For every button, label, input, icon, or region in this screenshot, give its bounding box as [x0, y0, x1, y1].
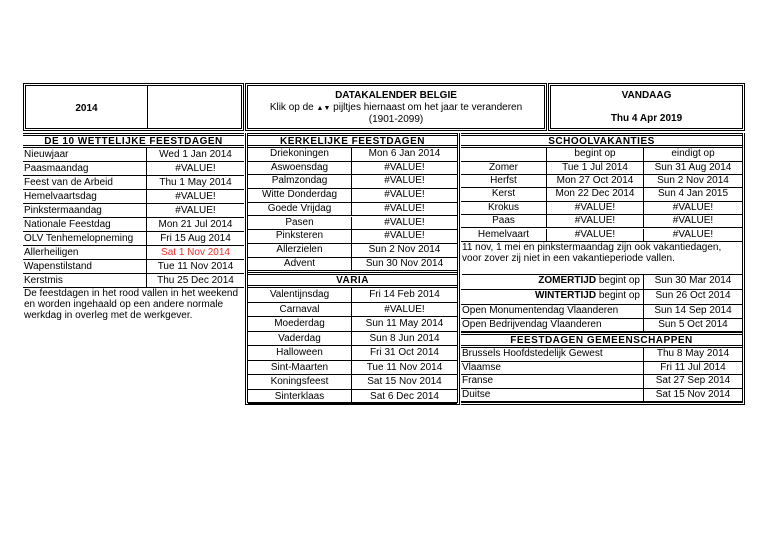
holiday-date: Fri 15 Aug 2014: [160, 233, 231, 244]
church-holiday-date: #VALUE!: [384, 230, 425, 242]
church-holiday-row: [248, 258, 457, 272]
vacation-end: Sun 4 Jan 2015: [657, 188, 729, 200]
vacation-row: [461, 175, 742, 188]
vacation-row: [461, 202, 742, 215]
vacation-row: [461, 229, 742, 242]
vacation-row: [461, 215, 742, 228]
community-date: Sat 15 Nov 2014: [655, 388, 731, 400]
down-arrow-icon[interactable]: ▼: [323, 105, 331, 112]
title-box: [245, 83, 547, 131]
open-day-row: [461, 319, 742, 333]
church-holiday-row: [248, 162, 457, 176]
church-holiday-date: Mon 6 Jan 2014: [368, 148, 441, 159]
holiday-name: Feest van de Arbeid: [23, 176, 147, 189]
legal-holiday-row: [23, 148, 244, 162]
holiday-date: Wed 1 Jan 2014: [159, 149, 232, 160]
church-holiday-row: [248, 230, 457, 244]
church-holiday-name: Goede Vrijdag: [248, 203, 352, 216]
vacation-end: Sun 31 Aug 2014: [654, 161, 732, 173]
vacation-name: Kerst: [461, 188, 547, 200]
varia-name: Vaderdag: [248, 332, 352, 346]
holiday-date: #VALUE!: [175, 163, 216, 174]
varia-date: Sat 15 Nov 2014: [367, 376, 442, 387]
legal-holiday-row: [23, 162, 244, 176]
winter-time-row: WINTERTIJD begint op Sun 26 Oct 2014: [461, 290, 742, 305]
church-holiday-row: [248, 148, 457, 162]
legal-holidays-table: [23, 133, 244, 338]
vacation-name: Hemelvaart: [461, 229, 547, 241]
varia-header: VARIA: [248, 272, 457, 288]
varia-name: Carnaval: [248, 303, 352, 317]
open-day-date: Sun 14 Sep 2014: [654, 305, 732, 316]
vacation-start: Mon 27 Oct 2014: [547, 175, 644, 187]
open-day-name: Open Monumentendag Vlaanderen: [461, 305, 644, 318]
col-start-label: begint op: [547, 148, 644, 161]
vacation-row: [461, 162, 742, 175]
varia-date: Tue 11 Nov 2014: [366, 361, 443, 373]
holiday-name: Paasmaandag: [23, 162, 147, 175]
varia-date: Sat 6 Dec 2014: [370, 390, 439, 402]
open-day-name: Open Bedrijvendag Vlaanderen: [461, 319, 644, 332]
legal-holiday-row: [23, 274, 244, 288]
varia-name: Koningsfeest: [248, 375, 352, 389]
middle-block: [245, 133, 460, 405]
church-holiday-row: [248, 189, 457, 203]
vacation-start: Tue 1 Jul 2014: [547, 162, 644, 174]
legal-holidays-header: DE 10 WETTELIJKE FEESTDAGEN: [23, 133, 244, 148]
church-holiday-name: Witte Donderdag: [248, 189, 352, 202]
vacation-end: Sun 2 Nov 2014: [657, 174, 729, 186]
varia-name: Moederdag: [248, 317, 352, 331]
up-arrow-icon[interactable]: ▲: [316, 105, 324, 112]
varia-row: [248, 375, 457, 390]
community-name: Franse: [461, 375, 644, 388]
holiday-name: OLV Tenhemelopneming: [23, 232, 147, 245]
holiday-name: Allerheiligen: [23, 246, 147, 259]
varia-row: [248, 332, 457, 347]
varia-date: Sun 11 May 2014: [365, 318, 444, 329]
community-row: [461, 348, 742, 362]
varia-date: Fri 31 Oct 2014: [370, 347, 439, 358]
church-header: KERKELIJKE FEESTDAGEN: [248, 133, 457, 148]
legal-holiday-row: [23, 232, 244, 246]
today-box: [548, 83, 745, 131]
holiday-name: Hemelvaartsdag: [23, 190, 147, 203]
legal-holiday-row: [23, 246, 244, 260]
community-header: FEESTDAGEN GEMEENSCHAPPEN: [461, 332, 742, 348]
church-holiday-name: Advent: [248, 258, 352, 271]
church-holiday-row: [248, 203, 457, 217]
vacation-end: #VALUE!: [672, 228, 714, 240]
holiday-name: Nationale Feestdag: [23, 218, 147, 231]
holiday-date: Thu 1 May 2014: [159, 177, 232, 188]
varia-row: [248, 317, 457, 332]
today-date: Thu 4 Apr 2019: [610, 113, 683, 124]
church-holiday-date: Sun 30 Nov 2014: [365, 257, 444, 269]
varia-name: Sinterklaas: [248, 390, 352, 404]
legal-holiday-row: [23, 176, 244, 190]
summer-time-row: ZOMERTIJD begint op Sun 30 Mar 2014: [461, 275, 742, 290]
holiday-name: Pinkstermaandag: [23, 204, 147, 217]
church-holiday-date: #VALUE!: [384, 189, 425, 201]
community-name: Duitse: [461, 389, 644, 402]
varia-row: [248, 390, 457, 405]
legal-holiday-row: [23, 260, 244, 274]
church-holiday-row: [248, 217, 457, 231]
varia-name: Sint-Maarten: [248, 361, 352, 375]
holiday-date: Mon 21 Jul 2014: [158, 219, 233, 230]
church-holiday-date: #VALUE!: [384, 202, 425, 214]
legal-holiday-row: [23, 190, 244, 204]
holiday-date: Tue 11 Nov 2014: [157, 261, 234, 272]
varia-row: [248, 361, 457, 376]
varia-row: [248, 346, 457, 361]
community-date: Sat 27 Sep 2014: [655, 375, 731, 386]
varia-name: Halloween: [248, 346, 352, 360]
church-holiday-row: [248, 175, 457, 189]
school-header: SCHOOLVAKANTIES: [461, 133, 742, 148]
school-note: 11 nov, 1 mei en pinkstermaandag zijn ook vakantiedagen, voor zover zij niet in een vakantieperiode vallen.: [462, 242, 742, 275]
church-holiday-row: [248, 244, 457, 258]
today-label: VANDAAG: [621, 90, 672, 101]
page-title: DATAKALENDER BELGIE: [335, 90, 457, 101]
church-holiday-name: Driekoningen: [248, 148, 352, 161]
holiday-date: #VALUE!: [175, 191, 216, 202]
church-holiday-date: #VALUE!: [384, 161, 425, 173]
school-col-headers: [461, 148, 742, 162]
vacation-end: #VALUE!: [672, 215, 714, 227]
right-block: [461, 133, 745, 405]
vacation-start: #VALUE!: [547, 229, 644, 241]
community-name: Vlaamse: [461, 362, 644, 375]
legal-note: De feestdagen in het rood vallen in het weekend en worden ingehaald op een andere normale werkdag in overleg met de werkgever.: [24, 288, 239, 321]
church-holiday-name: Allerzielen: [248, 244, 352, 257]
holiday-name: Nieuwjaar: [23, 148, 147, 161]
community-name: Brussels Hoofdstedelijk Gewest: [461, 348, 644, 361]
vacation-start: Mon 22 Dec 2014: [547, 188, 644, 200]
community-row: [461, 375, 742, 389]
holiday-date: Sat 1 Nov 2014: [161, 247, 230, 258]
open-day-date: Sun 5 Oct 2014: [658, 318, 728, 330]
legal-holiday-row: [23, 218, 244, 232]
year-range: (1901-2099): [368, 114, 424, 125]
community-date: Thu 8 May 2014: [656, 348, 730, 359]
year-box: [23, 83, 244, 131]
varia-date: Sun 8 Jun 2014: [369, 332, 440, 344]
church-holiday-date: #VALUE!: [384, 216, 425, 228]
winter-time-date: Sun 26 Oct 2014: [655, 290, 731, 301]
vacation-name: Zomer: [461, 162, 547, 174]
vacation-start: #VALUE!: [547, 215, 644, 227]
summer-time-date: Sun 30 Mar 2014: [654, 275, 732, 286]
vacation-name: Krokus: [461, 202, 547, 214]
holiday-date: Thu 25 Dec 2014: [157, 275, 234, 286]
church-holiday-name: Pasen: [248, 217, 352, 230]
varia-row: [248, 288, 457, 303]
vacation-row: [461, 188, 742, 201]
church-holiday-name: Palmzondag: [248, 175, 352, 188]
col-end-label: eindigt op: [671, 148, 715, 159]
varia-row: [248, 303, 457, 318]
holiday-name: Wapenstilstand: [23, 260, 147, 273]
varia-date: Fri 14 Feb 2014: [369, 289, 440, 300]
vacation-name: Paas: [461, 215, 547, 227]
church-holiday-name: Aswoensdag: [248, 162, 352, 175]
church-holiday-name: Pinksteren: [248, 230, 352, 243]
instruction-text: Klik op de ▲▼ pijltjes hiernaast om het jaar te veranderen: [269, 102, 523, 113]
varia-name: Valentijnsdag: [248, 288, 352, 302]
holiday-name: Kerstmis: [23, 274, 147, 287]
vacation-name: Herfst: [461, 175, 547, 187]
year-value: 2014: [75, 103, 98, 114]
open-day-row: [461, 305, 742, 319]
varia-date: #VALUE!: [384, 303, 425, 315]
community-row: [461, 362, 742, 376]
holiday-date: #VALUE!: [175, 205, 216, 216]
community-row: [461, 389, 742, 403]
legal-holiday-row: [23, 204, 244, 218]
church-holiday-date: Sun 2 Nov 2014: [368, 243, 441, 255]
church-holiday-date: #VALUE!: [384, 175, 425, 187]
community-date: Fri 11 Jul 2014: [660, 361, 726, 373]
vacation-end: #VALUE!: [672, 201, 714, 213]
vacation-start: #VALUE!: [547, 202, 644, 214]
